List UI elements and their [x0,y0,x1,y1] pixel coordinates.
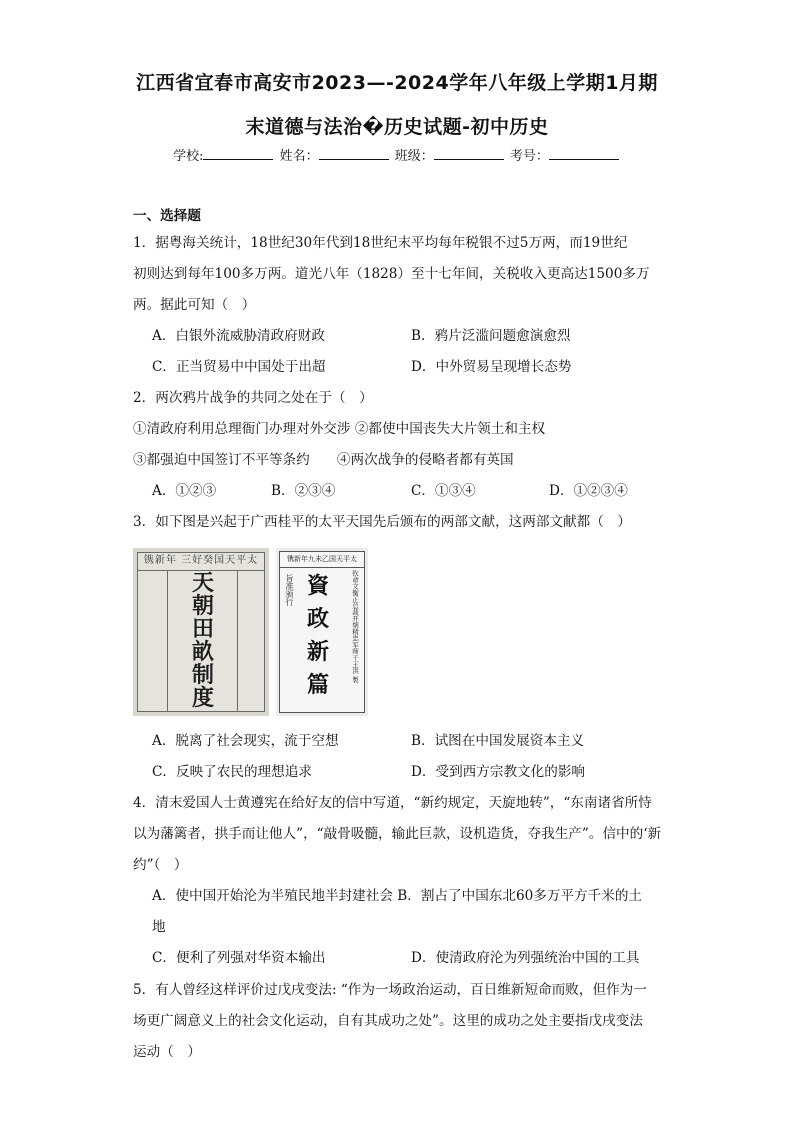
zizheng-xinpian-document-photo [276,548,368,716]
document-1-title [171,572,235,710]
doc2-char: 政 [306,607,329,632]
class-label: 班级： [394,149,434,164]
q1-option-b: B．鸦片泛滥问题愈演愈烈 [411,328,571,344]
q1-option-c: C．正当贸易中中国处于出超 [152,359,326,375]
q5-stem-line-3: 运动（ ） [133,1044,201,1060]
q2-stem: 2．两次鸦片战争的共同之处在于（ ） [133,390,373,406]
q2-statements-1-2: ①清政府利用总理衙门办理对外交涉 ②都使中国丧失大片领土和主权 [133,421,546,437]
id-label: 考号： [509,149,549,164]
q5-stem-line-2: 场更广阔意义上的社会文化运动，自有其成功之处”。这里的成功之处主要指戊戌变法 [133,1013,643,1029]
doc2-char: 資 [306,574,329,599]
q5-stem-line-1: 5．有人曾经这样评价过戊戌变法: “作为一场政治运动，百日维新短命而败，但作为一 [133,982,647,998]
doc1-char: 田 [191,617,214,642]
class-blank [434,147,504,160]
doc1-char: 天 [191,571,214,596]
page-title-line-2: 末道德与法治�历史试题-初中历史 [245,116,549,138]
id-blank [549,147,619,160]
section-title: 一、选择题 [133,208,201,224]
q2-option-d: D．①②③④ [549,483,628,499]
document-2-side-text: 旨准颁行 [285,574,294,606]
doc1-char: 畝 [191,640,214,665]
q2-statements-3-4: ③都强迫中国签订不平等条约 ④两次战争的侵略者都有英国 [133,452,514,468]
tianchao-tianmu-document-photo [133,548,269,716]
document-1-header: 镌新年 三好癸国天平太 [137,552,265,571]
q4-stem-line-2: 以为藩篱者，拱手而让他人”，“敲骨吸髓，输此巨款，设机造货，夺我生产”。信中的‘新 [133,826,662,842]
q1-stem-line-3: 两。据此可知（ ） [133,297,256,313]
q2-option-a: A．①②③ [152,483,217,499]
q2-option-c: C．①③④ [411,483,476,499]
q1-option-d: D．中外贸易呈现增长态势 [411,359,572,375]
q1-stem-line-2: 初则达到每年100多万两。道光八年（1828）至十七年间，关税收入更高达1500多万 [133,266,650,282]
q4-option-d: D．使清政府沦为列强统治中国的工具 [411,950,640,966]
q4-option-c: C．便利了列强对华资本输出 [152,950,326,966]
q4-option-a-b: A．使中国开始沦为半殖民地半封建社会 B．割占了中国东北60多万平方千米的土 [152,888,643,904]
q4-stem-line-3: 约”（ ） [133,857,188,873]
document-2-header: 镌新年九未乙国天平太 [279,551,365,568]
q3-option-b: B．试图在中国发展资本主义 [411,733,585,749]
doc1-char: 制 [191,663,214,688]
document-2-author-text: 钦命文衡正总裁开朝精忠军师干王洪 製 [351,570,359,683]
q1-stem-line-1: 1．据粤海关统计，18世纪30年代到18世纪末平均每年税银不过5万两，而19世纪 [133,235,628,251]
q2-option-b: B．②③④ [271,483,336,499]
document-2-title [296,570,340,702]
page-title-line-1: 江西省宜春市高安市2023—-2024学年八年级上学期1月期 [136,72,658,94]
name-blank [319,147,389,160]
q3-option-c: C．反映了农民的理想追求 [152,764,312,780]
name-label: 姓名： [279,149,319,164]
q4-option-b-continued: 地 [152,919,166,935]
school-blank [203,147,273,160]
doc1-char: 度 [191,686,214,711]
q3-option-a: A．脱离了社会现实，流于空想 [152,733,339,749]
school-label: 学校: [173,149,204,164]
doc2-char: 篇 [306,673,329,698]
q1-option-a: A．白银外流威胁清政府财政 [152,328,325,344]
q4-stem-line-1: 4．清末爱国人士黄遵宪在给好友的信中写道，“新约规定，天旋地转”，“东南诸省所恃 [133,795,652,811]
doc1-char: 朝 [191,594,214,619]
doc2-char: 新 [306,640,329,665]
q3-stem: 3．如下图是兴起于广西桂平的太平天国先后颁布的两部文献，这两部文献都（ ） [133,514,632,530]
q3-option-d: D．受到西方宗教文化的影响 [411,764,586,780]
student-info-row [0,145,794,164]
